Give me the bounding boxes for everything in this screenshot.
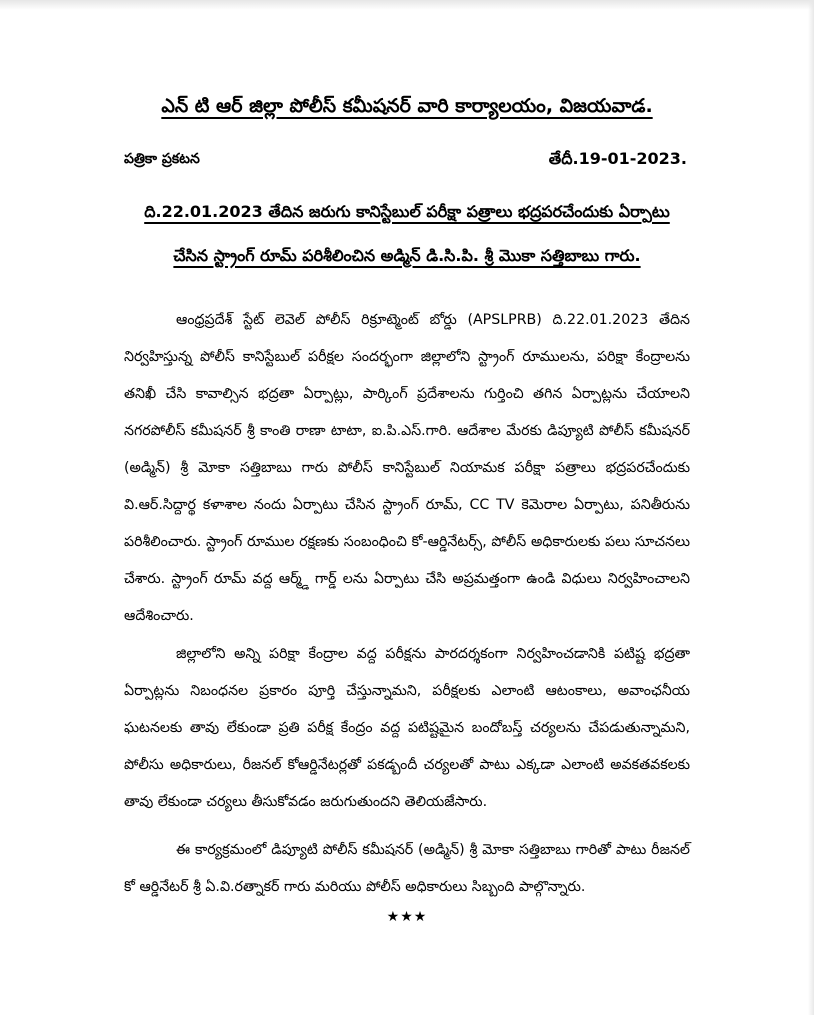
- headline-line-1: [124, 199, 690, 225]
- body-paragraph-1: ఆంధ్రప్రదేశ్ స్టేట్ లెవెల్ పోలీస్ రిక్రూట్మెంట్ బోర్డు (APSLPRB) ది.22.01.2023 తేదిన నిర్వహిస్తున్న పోలీస్ కానిస్టేబుల్ పరీక్షల సందర్భంగా జిల్లాలోని స్ట్రాంగ్ రూములను, పరిక్షా కేంద్రాలను తనిఖీ చేసి కావాల్సిన భద్రతా ఏర్పాట్లు, పార్కింగ్ ప్రదేశాలను గుర్తించి తగిన ఏర్పాట్లను చేయాలని నగరపోలీస్ కమీషనర్ శ్రీ కాంతి రాణా టాటా, ఐ.పి.ఎస్.గారి. ఆదేశాల మేరకు డిప్యూటి పోలీస్ కమీషనర్ (అడ్మిన్) శ్రీ మోకా సత్తిబాబు గారు పోలీస్ కానిస్టేబుల్ నియామక పరీక్షా పత్రాలు భద్రపరచేందుకు వి.ఆర్.సిద్దార్థ కళాశాల నందు ఏర్పాటు చేసిన స్ట్రాంగ్ రూమ్, CC TV కెమెరాల ఏర్పాటు, పనితీరును పరిశీలించారు. స్ట్రాంగ్ రూముల రక్షణకు సంబంధించి కో-ఆర్డినేటర్స్, పోలీస్ అధికారులకు పలు సూచనలు చేశారు. స్ట్రాంగ్ రూమ్ వద్ద ఆర్మ్డ్ గార్డ్ లను ఏర్పాటు చేసి అప్రమత్తంగా ఉండి విధులు నిర్వహించాలని ఆదేశించారు.: [124, 312, 690, 625]
- scan-edge-right: [808, 0, 814, 1015]
- press-release-label: పత్రికా ప్రకటన: [124, 151, 200, 167]
- scan-edge-top: [0, 0, 814, 10]
- end-mark-stars: ★★★: [386, 909, 428, 925]
- body-paragraph-2: జిల్లాలోని అన్ని పరిక్షా కేంద్రాల వద్ద పరీక్షను పారదర్శకంగా నిర్వహించడానికి పటిష్ట భద్రతా ఏర్పాట్లను నిబంధనల ప్రకారం పూర్తి చేస్తున్నామని, పరీక్షలకు ఎలాంటి ఆటంకాలు, అవాంఛనీయ ఘటనలకు తావు లేకుండా ప్రతి పరీక్ష కేంద్రం వద్ద పటిష్టమైన బందోబస్త్ చర్యలను చేపడుతున్నామని, పోలీసు అధికారులు, రీజనల్ కోఆర్డినేటర్లతో పకడ్బందీ చర్యలతో పాటు ఎక్కడా ఎలాంటి అవకతవకలకు తావు లేకుండా చర్యలు తీసుకోవడం జరుగుతుందని తెలియజేసారు.: [124, 646, 690, 811]
- office-title: ఎన్ టి ఆర్ జిల్లా పోలీస్ కమీషనర్ వారి కార్యాలయం, విజయవాడ.: [161, 95, 653, 117]
- headline-line-1-text: ది.22.01.2023 తేదిన జరుగు కానిస్టేబుల్ పరీక్షా పత్రాలు భద్రపరచేందుకు ఏర్పాటు: [144, 202, 670, 221]
- body-paragraph-3: ఈ కార్యక్రమంలో డిప్యూటి పోలీస్ కమీషనర్ (అడ్మిన్) శ్రీ మోకా సత్తిబాబు గారితో పాటు రీజనల్ కో ఆర్డినేటర్ శ్రీ ఏ.వి.రత్నాకర్ గారు మరియు పోలీస్ అధికారులు సిబ్బంది పాల్గొన్నారు.: [124, 842, 690, 896]
- headline-line-2: [124, 243, 690, 269]
- release-date: తేదీ.19-01-2023.: [548, 149, 687, 168]
- headline-line-2-text: చేసిన స్ట్రాంగ్ రూమ్ పరిశీలించిన అడ్మిన్ డి.సి.పి. శ్రీ మొకా సత్తిబాబు గారు.: [173, 246, 641, 265]
